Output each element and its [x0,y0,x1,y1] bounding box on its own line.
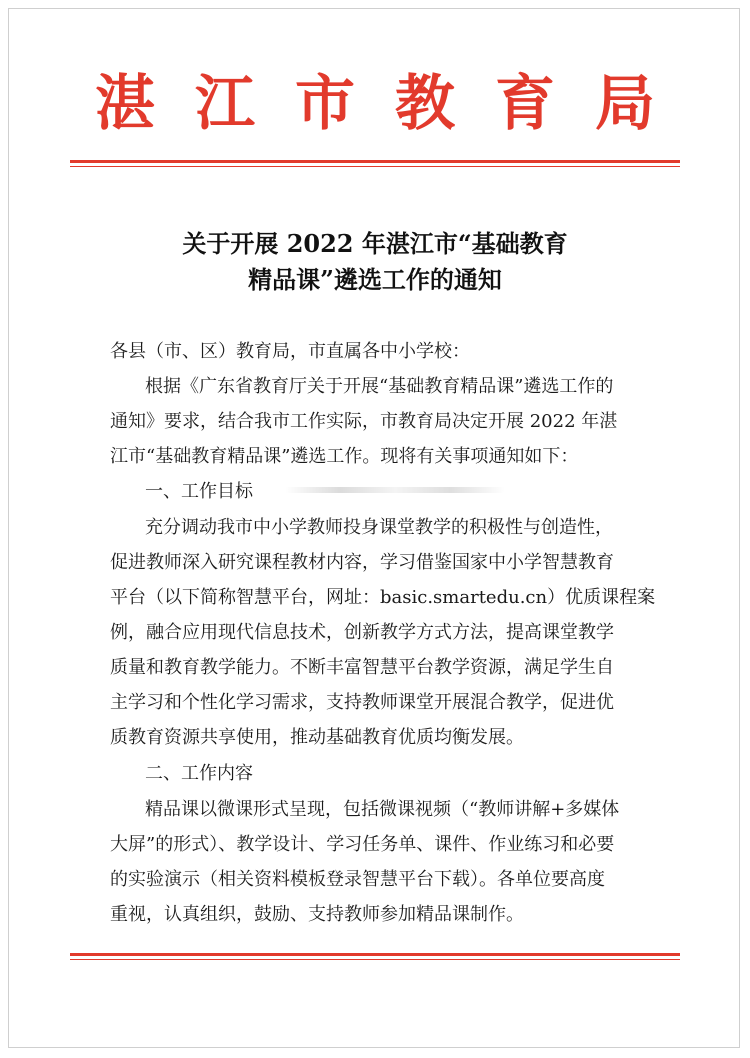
paragraph-line: 促进教师深入研究课程教材内容，学习借鉴国家中小学智慧教育 [110,552,614,573]
paragraph-line: 根据《广东省教育厅关于开展“基础教育精品课”遴选工作的 [145,376,614,397]
issuer-masthead: 湛江市教育局 [95,69,695,139]
document-title-line-1: 关于开展 2022 年湛江市“基础教育 [182,229,568,258]
paragraph-line: 主学习和个性化学习需求，支持教师课堂开展混合教学，促进优 [110,692,614,713]
paragraph-line: 大屏”的形式）、教学设计、学习任务单、课件、作业练习和必要 [110,834,615,855]
masthead-red-rule [70,160,680,163]
footer-red-rule-thin [70,959,680,960]
paragraph-line: 充分调动我市中小学教师投身课堂教学的积极性与创造性， [145,517,613,538]
paragraph-line: 的实验演示（相关资料模板登录智慧平台下载）。各单位要高度 [110,869,605,890]
paragraph-line: 质教育资源共享使用，推动基础教育优质均衡发展。 [110,727,524,748]
section-heading-content: 二、工作内容 [145,763,253,784]
scan-smudge [285,487,505,493]
paragraph-line: 通知》要求，结合我市工作实际，市教育局决定开展 2022 年湛 [110,411,618,432]
paragraph-line: 重视，认真组织，鼓励、支持教师参加精品课制作。 [110,904,524,925]
paragraph-line: 平台（以下简称智慧平台，网址：basic.smartedu.cn）优质课程案 [110,587,656,608]
footer-red-rule [70,953,680,956]
section-heading-objectives: 一、工作目标 [145,481,253,502]
paragraph-line: 例，融合应用现代信息技术，创新教学方式方法，提高课堂教学 [110,622,614,643]
masthead-red-rule-thin [70,166,680,167]
document-title-line-2: 精品课”遴选工作的通知 [248,265,502,294]
paragraph-line: 江市“基础教育精品课”遴选工作。现将有关事项通知如下： [110,446,579,467]
paragraph-line: 精品课以微课形式呈现，包括微课视频（“教师讲解+多媒体 [145,799,620,820]
salutation: 各县（市、区）教育局，市直属各中小学校： [110,341,470,362]
paragraph-line: 质量和教育教学能力。不断丰富智慧平台教学资源，满足学生自 [110,657,614,678]
